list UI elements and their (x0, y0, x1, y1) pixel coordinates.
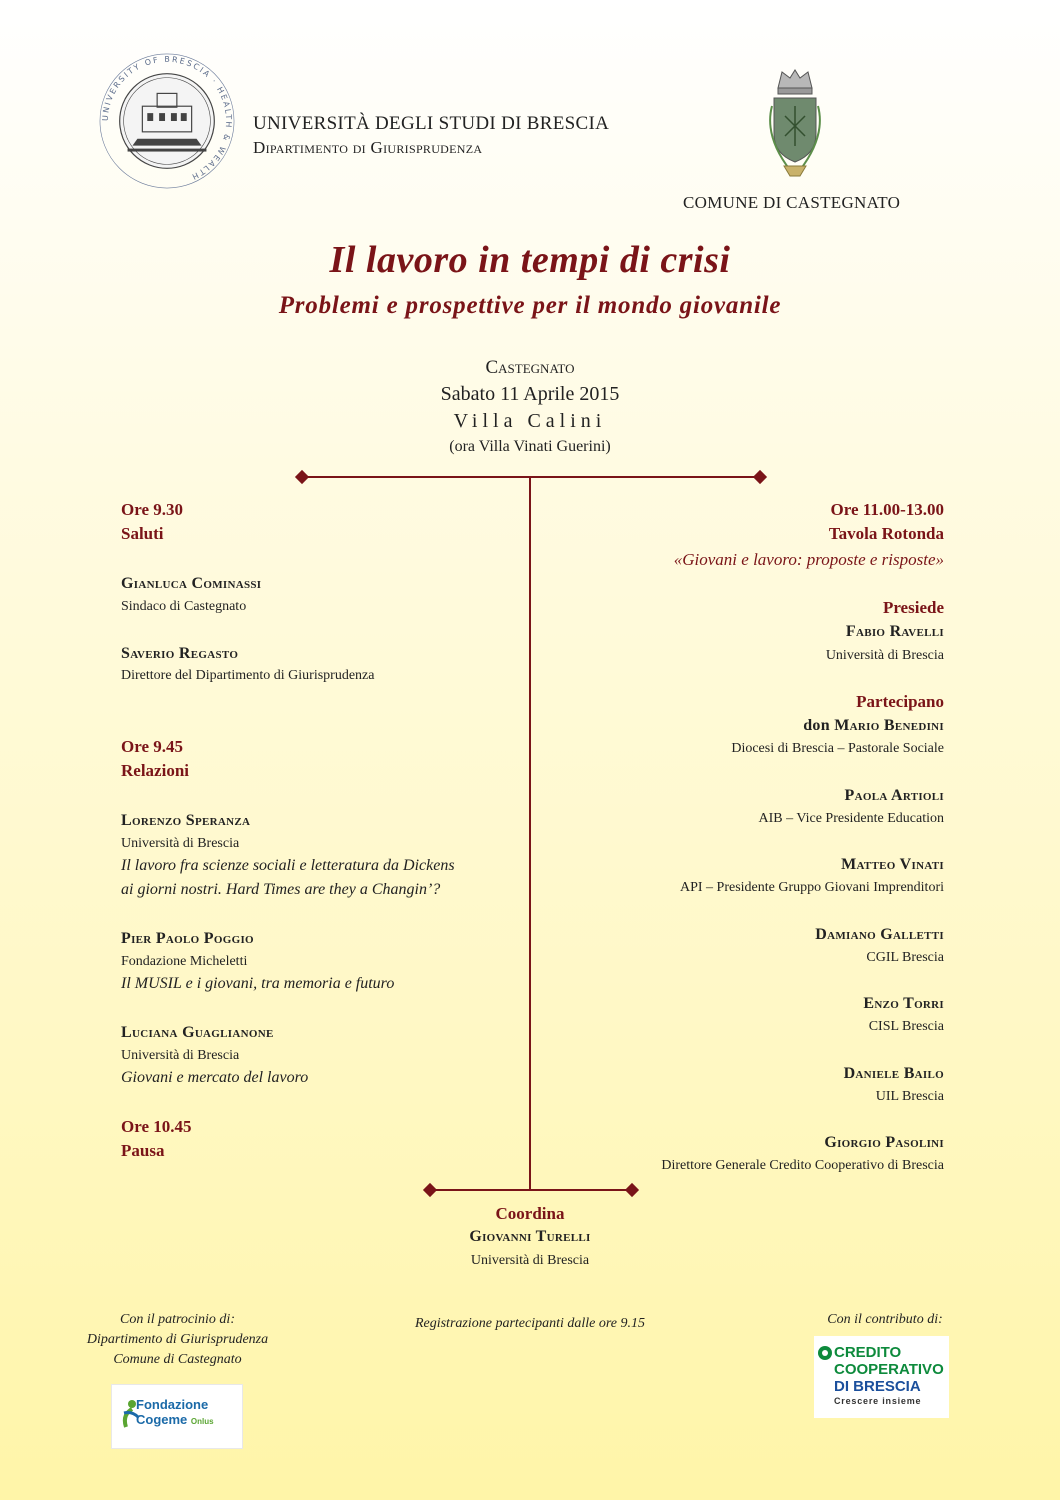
university-name: UNIVERSITÀ DEGLI STUDI DI BRESCIA (253, 113, 610, 134)
participant-role: API – Presidente Gruppo Giovani Imprenditori (679, 880, 944, 895)
participant-name: Giorgio Pasolini (824, 1134, 944, 1151)
chair-label: Presiede (882, 598, 944, 617)
ccb-line1: CREDITO (834, 1344, 902, 1361)
talk-title: Giovani e mercato del lavoro (121, 1069, 309, 1086)
contribution-label: Con il contributo di: (827, 1312, 943, 1327)
speaker-role: Direttore del Dipartimento di Giurisprudenza (121, 668, 375, 683)
session-time: Ore 9.30 (121, 500, 184, 519)
university-seal-logo (98, 52, 236, 190)
participant-role: CISL Brescia (868, 1019, 944, 1034)
speaker-affiliation: Fondazione Micheletti (121, 954, 248, 969)
chair-affiliation: Università di Brescia (825, 648, 944, 663)
patronage-label: Con il patrocinio di: (120, 1312, 235, 1327)
event-title: Il lavoro in tempi di crisi (329, 239, 731, 281)
ccb-tagline: Crescere insieme (834, 1396, 922, 1406)
registration-note: Registrazione partecipanti dalle ore 9.15 (414, 1316, 646, 1331)
event-date: Sabato 11 Aprile 2015 (440, 383, 620, 405)
chair-name: Fabio Ravelli (845, 623, 944, 640)
speaker-affiliation: Università di Brescia (121, 1048, 240, 1063)
ccb-mark-icon (817, 1345, 833, 1361)
coordinator-name: Giovanni Turelli (469, 1228, 591, 1245)
session-title: Relazioni (121, 761, 189, 780)
participants-label: Partecipano (856, 692, 944, 711)
diamond-marker (754, 471, 765, 482)
coordinator-affiliation: Università di Brescia (470, 1253, 590, 1268)
participant-role: AIB – Vice Presidente Education (758, 811, 944, 826)
fondazione-cogeme-logo (111, 1384, 243, 1449)
speaker-name: Lorenzo Speranza (121, 812, 251, 829)
participant-name: Daniele Bailo (843, 1065, 944, 1082)
diamond-marker (424, 1184, 435, 1195)
ccb-line3: DI BRESCIA (834, 1378, 921, 1395)
participant-name: don Mario Benedini (803, 717, 944, 734)
speaker-name: Saverio Regasto (121, 645, 239, 662)
talk-title: Il MUSIL e i giovani, tra memoria e futuro (121, 975, 395, 992)
participant-role: UIL Brescia (875, 1089, 944, 1104)
roundtable-time: Ore 11.00-13.00 (830, 500, 944, 519)
diamond-marker (626, 1184, 637, 1195)
event-venue-note: (ora Villa Vinati Guerini) (449, 438, 611, 455)
cogeme-line3: Onlus (190, 1417, 214, 1426)
ccb-line2: COOPERATIVO (834, 1361, 944, 1378)
session-title: Saluti (121, 524, 164, 543)
speaker-affiliation: Università di Brescia (121, 836, 240, 851)
coordination-label: Coordina (495, 1204, 565, 1223)
event-subtitle: Problemi e prospettive per il mondo giovanile (278, 292, 782, 319)
participant-name: Enzo Torri (863, 995, 944, 1012)
cogeme-line2: Cogeme (136, 1412, 188, 1427)
session-time: Ore 10.45 (121, 1117, 192, 1136)
session-time: Ore 9.45 (121, 737, 184, 756)
participant-role: CGIL Brescia (866, 950, 944, 965)
roundtable-theme: «Giovani e lavoro: proposte e risposte» (673, 550, 944, 569)
speaker-name: Luciana Guaglianone (121, 1024, 274, 1041)
municipal-crest-logo (760, 66, 830, 184)
session-title: Pausa (121, 1141, 165, 1160)
cogeme-line1: Fondazione (136, 1397, 209, 1412)
speaker-name: Gianluca Cominassi (121, 575, 262, 592)
talk-title: Il lavoro fra scienze sociali e letteratura da Dickens (121, 857, 455, 874)
participant-name: Paola Artioli (844, 787, 944, 804)
comune-name: COMUNE DI CASTEGNATO (683, 193, 901, 212)
roundtable-title: Tavola Rotonda (828, 524, 944, 543)
seal-ring-text: UNIVERSITY OF BRESCIA · HEALTH & WEALTH (100, 54, 234, 182)
participant-name: Damiano Galletti (815, 926, 944, 943)
talk-title: ai giorni nostri. Hard Times are they a Changin’? (121, 881, 441, 898)
speaker-role: Sindaco di Castegnato (121, 599, 247, 614)
diamond-marker (296, 471, 307, 482)
participant-role: Direttore Generale Credito Cooperativo di Brescia (661, 1158, 944, 1173)
participant-role: Diocesi di Brescia – Pastorale Sociale (731, 741, 944, 756)
event-venue: Villa Calini (453, 410, 607, 432)
participant-name: Matteo Vinati (841, 856, 944, 873)
speaker-name: Pier Paolo Poggio (121, 930, 254, 947)
credito-cooperativo-logo (814, 1336, 949, 1418)
patron-item: Comune di Castegnato (113, 1352, 242, 1367)
department-name: Dipartimento di Giurisprudenza (253, 138, 483, 157)
patron-item: Dipartimento di Giurisprudenza (86, 1332, 269, 1347)
event-place: Castegnato (485, 357, 575, 378)
